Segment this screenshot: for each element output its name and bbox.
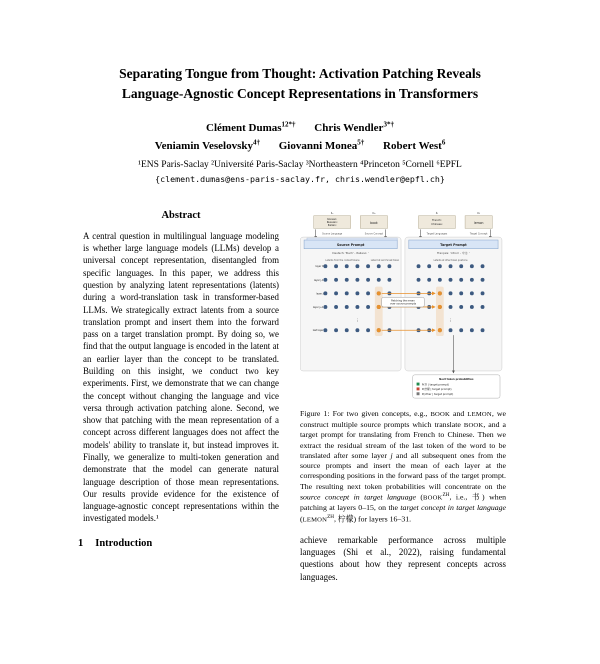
target-concept-box: [465, 211, 492, 236]
source-concept-caption: Source Concept: [364, 232, 384, 236]
author-wendler: Chris Wendler$^{3*\dagger}$: [314, 120, 394, 135]
prob-swatch-other: [417, 392, 420, 395]
source-prompt-example: Deutsch: 'Buch' - Italiano: ': [332, 250, 369, 255]
prob-label-target: P(柠檬 | target prompt): [421, 388, 452, 392]
source-concept-box: [360, 211, 387, 236]
ellipsis-right: ⋮: [448, 317, 453, 323]
svg-text:lemon: lemon: [473, 220, 484, 225]
target-language-box: [419, 211, 456, 236]
prob-label-source: P(书 | target prompt): [421, 383, 449, 387]
figure-caption: Figure 1: For two given concepts, e.g., BOOK and LEMON, we construct multiple source prompts which translate BOOK, and a target prompt for translating from French to Chinese. Then we extract the residual stream of the last token of the word to be translated after some layer j and all subsequent ones from the source prompts and insert the mean of each layer at the corresponding positions in the forward pass of the target prompt. The resulting next token probabilities will concentrate on the source concept in target language ($BOOK^{ZH}$, i.e., 书) when patching at layers 0–15, on the target concept in target language ($LEMON^{ZH}$, 柠檬) for layers 16–31.: [300, 408, 507, 524]
author-superscript: 12*†: [281, 120, 296, 129]
prob-swatch-source: [417, 383, 420, 386]
figure-1-diagram: [300, 208, 506, 402]
author-superscript: 5†: [357, 138, 365, 147]
svg-text:Italian:: Italian:: [327, 223, 337, 227]
section-number: 1: [78, 537, 84, 549]
source-language-symbol: ℓₛ: [331, 210, 334, 215]
prob-label-other: P(other | target prompt): [421, 392, 454, 396]
section-title: Introduction: [95, 537, 153, 549]
svg-text:Russian:: Russian:: [326, 220, 338, 224]
authors-line-1: [0, 120, 600, 138]
ellipsis-left: ⋮: [355, 317, 360, 323]
svg-text:Korean:: Korean:: [327, 217, 338, 221]
svg-text:French:: French:: [432, 218, 442, 222]
author-superscript: 6: [441, 138, 446, 147]
prob-swatch-target: [417, 387, 420, 390]
left-column: [78, 208, 284, 583]
abstract-text: A central question in multilingual language modeling is whether large language models (LLMs) develop a universal concept representation, disentangled from specific languages. In this paper, we address this question by analyzing latent representations (latents) during a word-translation task in transformer-based LLMs. We strategically extract latents from a source translation prompt and insert them into the forward pass on a target translation prompt. By doing so, we find that the output language is encoded in the latent at an earlier layer than the concept to be translated. Building on this insight, we conduct two key experiments. First, we demonstrate that we can change the concept without changing the language and vice versa through activation patching alone. Second, we show that patching with the mean representation of a concept across different languages does not affect the models' ability to translate it, but instead improves it. Finally, we generalize to multi-token generation and demonstrate that the model can generate natural language description of those mean representations. Our results provide evidence for the existence of language-agnostic concept representations within the investigated models.¹: [83, 230, 279, 524]
email-line: {clement.dumas@ens-paris-saclay.fr, chris.wendler@epfl.ch}: [155, 173, 445, 184]
paper-title: [60, 64, 540, 105]
svg-text:layer j+1: layer j+1: [312, 305, 324, 309]
svg-text:book: book: [370, 220, 378, 225]
title-line-1: Separating Tongue from Thought: Activation Patching Reveals: [119, 66, 481, 81]
target-concept-caption: Target Concept: [469, 232, 488, 236]
source-language-caption: Source Language: [322, 232, 343, 236]
authors-line-2: [0, 137, 600, 155]
svg-text:last layer: last layer: [312, 329, 324, 333]
source-prompt-label: Source Prompt: [336, 243, 365, 248]
svg-text:layer j: layer j: [316, 292, 324, 296]
svg-text:Patching the mean: Patching the mean: [391, 299, 415, 303]
svg-text:Chinese:: Chinese:: [431, 222, 443, 226]
right-column: [300, 208, 506, 583]
patching-callout: [382, 297, 425, 307]
title-line-2: Language-Agnostic Concept Representations in Transformers: [121, 86, 479, 102]
affiliations-line: ¹ENS Paris-Saclay ²Université Paris-Saclay ³Northeastern ⁴Princeton ⁵Cornell ⁶EPFL: [138, 159, 462, 170]
svg-text:layer 0: layer 0: [315, 265, 324, 269]
two-column-body: [78, 208, 522, 583]
source-language-box: [314, 211, 351, 236]
introduction-text-continued: achieve remarkable performance across multiple languages (Shi et al., 2022), raising fundamental questions about how they represent concepts across languages.: [300, 534, 506, 582]
output-title: Next token probabilities: [439, 378, 474, 382]
word-token-label: Latent at word's last token: [370, 258, 400, 262]
author-veselovsky: Veniamin Veselovsky$^{4\dagger}$: [154, 138, 260, 152]
svg-text:layer j-1: layer j-1: [313, 278, 324, 282]
target-prompt-label: Target Prompt: [440, 243, 467, 248]
target-language-symbol: ℓₜ: [435, 210, 438, 215]
author-superscript: 3*†: [383, 120, 394, 129]
paper-page: [0, 64, 600, 664]
source-concept-symbol: Cₛ: [372, 210, 376, 215]
author-dumas: Clément Dumas$^{12*\dagger}$: [206, 120, 296, 135]
other-tokens-label: Latents at other token positions: [433, 258, 468, 262]
author-superscript: 4†: [253, 138, 260, 147]
svg-text:over source prompts: over source prompts: [389, 302, 417, 306]
figure-1: [300, 208, 506, 402]
next-token-probabilities-box: [413, 375, 500, 398]
author-monea: Giovanni Monea$^{5\dagger}$: [278, 138, 365, 152]
context-tokens-label: Latents from the context tokens: [325, 258, 360, 262]
target-prompt-example: Français: 'citron' - 中文: ': [437, 250, 470, 255]
introduction-heading: [78, 538, 284, 549]
target-concept-symbol: Cₜ: [477, 210, 481, 215]
abstract-heading: Abstract: [161, 209, 201, 221]
author-west: Robert West$^6$: [383, 138, 446, 152]
target-language-caption: Target Languages: [426, 232, 448, 236]
